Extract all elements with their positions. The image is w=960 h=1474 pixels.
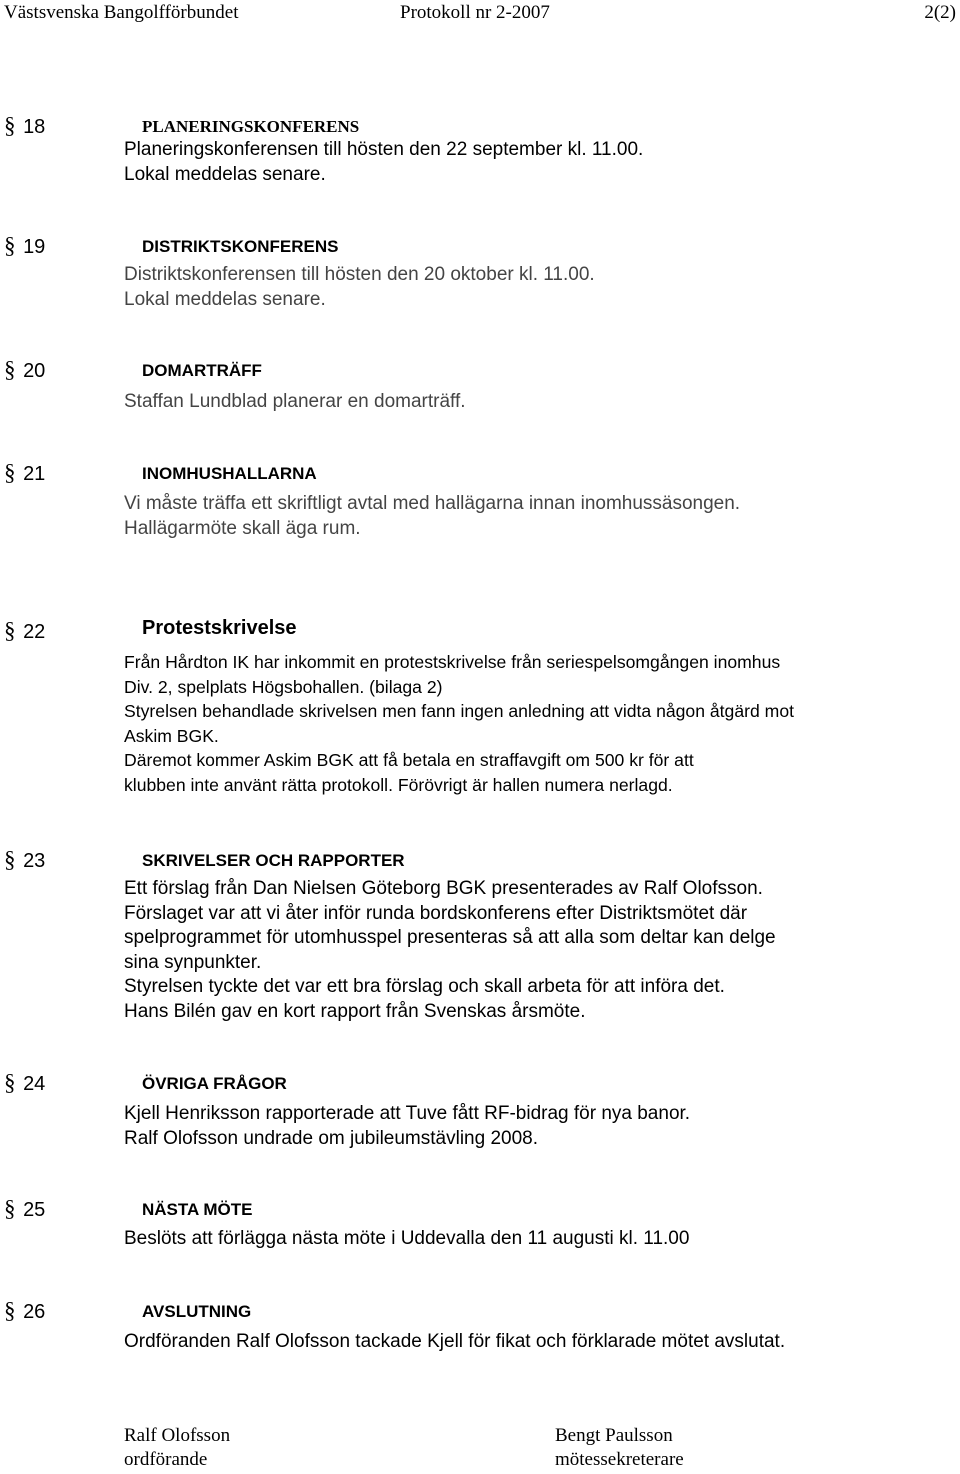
body-line: Planeringskonferensen till hösten den 22 september kl. 11.00. <box>124 139 644 160</box>
body-line: Askim BGK. <box>124 725 219 746</box>
body-line: Distriktskonferensen till hösten den 20 oktober kl. 11.00. <box>124 264 595 285</box>
section-number: § 23 <box>4 847 46 872</box>
signature-chair <box>124 1424 230 1472</box>
body-line: Hallägarmöte skall äga rum. <box>124 517 361 539</box>
section-title: Protestskrivelse <box>142 617 297 639</box>
body-line: Staffan Lundblad planerar en domarträff. <box>124 391 466 412</box>
page-number: 2(2) <box>924 2 956 23</box>
body-line: Lokal meddelas senare. <box>124 163 326 185</box>
body-line: Styrelsen tyckte det var ett bra förslag och skall arbeta för att införa det. <box>124 976 725 997</box>
section-title: NÄSTA MÖTE <box>142 1200 253 1219</box>
section-number: § 19 <box>4 233 46 258</box>
section-number: § 26 <box>4 1298 46 1323</box>
signature-role: mötessekreterare <box>555 1449 684 1470</box>
section-title: DOMARTRÄFF <box>142 361 262 380</box>
signature-role: ordförande <box>124 1449 208 1470</box>
protocol-number: Protokoll nr 2-2007 <box>400 2 550 23</box>
body-line: spelprogrammet för utomhusspel presenteras så att alla som deltar kan delge <box>124 927 776 948</box>
section-title: PLANERINGSKONFERENS <box>142 117 360 136</box>
section-number: § 24 <box>4 1070 46 1095</box>
section-title: SKRIVELSER OCH RAPPORTER <box>142 851 405 870</box>
section-title: ÖVRIGA FRÅGOR <box>142 1074 287 1093</box>
section-number: § 22 <box>4 618 46 643</box>
section-title: DISTRIKTSKONFERENS <box>142 237 339 256</box>
body-line: Ralf Olofsson undrade om jubileumstävling 2008. <box>124 1127 539 1149</box>
section-body <box>124 1330 785 1355</box>
body-line: Kjell Henriksson rapporterade att Tuve fått RF-bidrag för nya banor. <box>124 1103 691 1124</box>
body-line: Lokal meddelas senare. <box>124 288 326 310</box>
body-line: Styrelsen behandlade skrivelsen men fann ingen anledning att vidta någon åtgärd mot <box>124 701 794 721</box>
body-line: Vi måste träffa ett skriftligt avtal med hallägarna innan inomhussäsongen. <box>124 493 741 514</box>
body-line: Hans Bilén gav en kort rapport från Svenskas årsmöte. <box>124 1000 586 1022</box>
signature-secretary <box>555 1424 684 1472</box>
section-body <box>124 877 776 1024</box>
body-line: Förslaget var att vi åter inför runda bordskonferens efter Distriktsmötet där <box>124 902 748 924</box>
section-title: AVSLUTNING <box>142 1302 252 1321</box>
section-body <box>124 138 643 187</box>
section-number: § 21 <box>4 460 46 485</box>
signature-name: Ralf Olofsson <box>124 1425 231 1446</box>
body-line: Ordföranden Ralf Olofsson tackade Kjell för fikat och förklarade mötet avslutat. <box>124 1331 786 1352</box>
section-title: INOMHUSHALLARNA <box>142 464 317 483</box>
body-line: Div. 2, spelplats Högsbohallen. (bilaga 2) <box>124 676 443 697</box>
section-number: § 25 <box>4 1196 46 1221</box>
body-line: sina synpunkter. <box>124 951 262 973</box>
page-header <box>4 2 956 26</box>
body-line: Från Hårdton IK har inkommit en protestskrivelse från seriespelsomgången inomhus <box>124 652 781 672</box>
section-body <box>124 263 595 312</box>
section-number: § 18 <box>4 113 46 138</box>
section-body <box>124 390 466 415</box>
signature-name: Bengt Paulsson <box>555 1425 673 1446</box>
body-line: Däremot kommer Askim BGK att få betala en straffavgift om 500 kr för att <box>124 750 694 770</box>
body-line: Beslöts att förlägga nästa möte i Uddevalla den 11 augusti kl. 11.00 <box>124 1228 690 1249</box>
organization-name: Västsvenska Bangolfförbundet <box>4 2 239 23</box>
section-body <box>124 1102 690 1151</box>
section-body <box>124 1227 689 1252</box>
section-number: § 20 <box>4 357 46 382</box>
section-body <box>124 650 794 797</box>
body-line: Ett förslag från Dan Nielsen Göteborg BGK presenterades av Ralf Olofsson. <box>124 878 763 899</box>
section-body <box>124 492 740 541</box>
body-line: klubben inte använt rätta protokoll. Förövrigt är hallen numera nerlagd. <box>124 774 673 795</box>
